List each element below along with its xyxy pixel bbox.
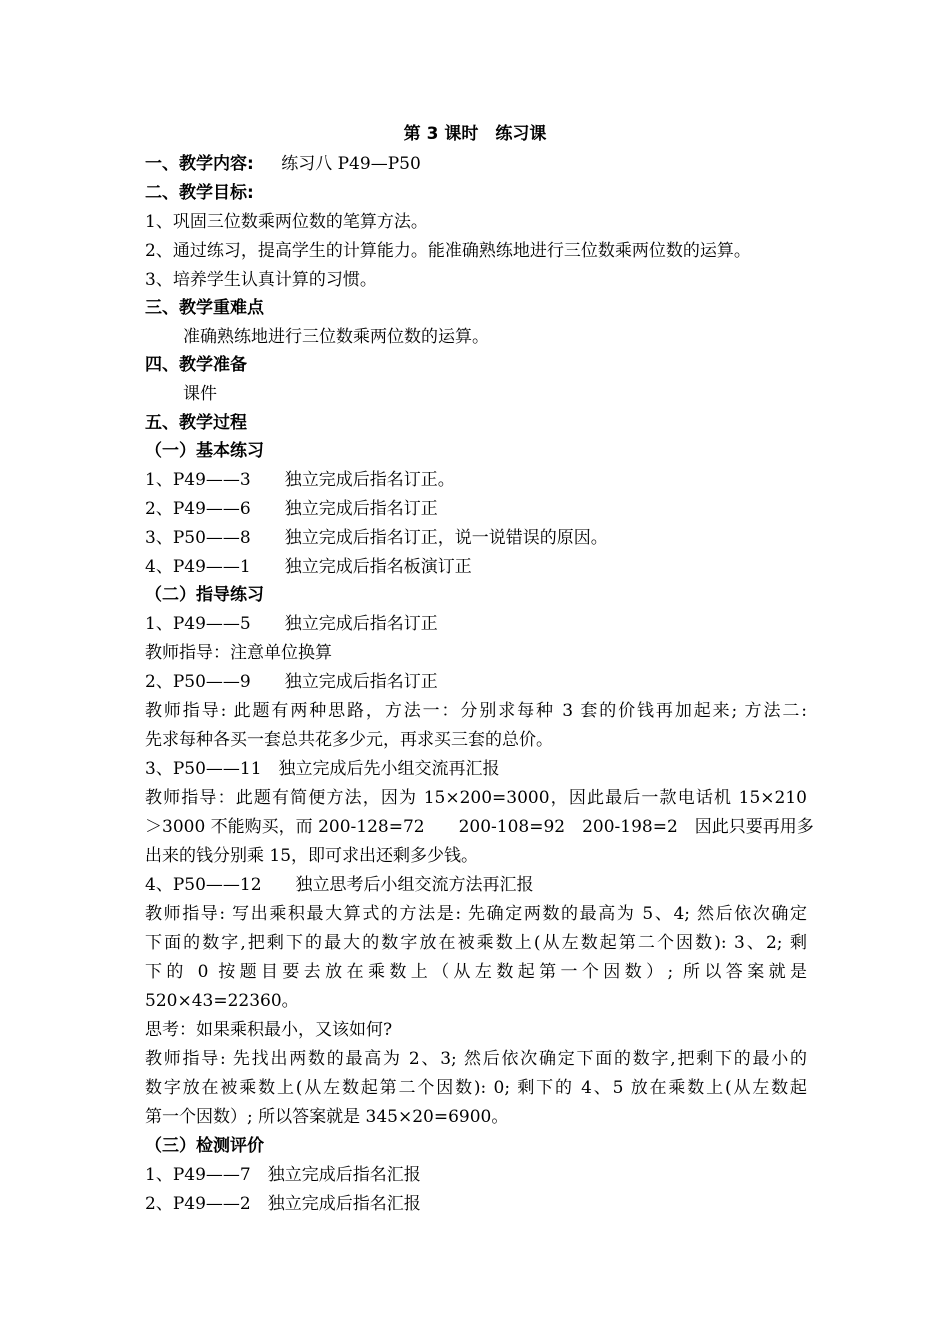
section-content-text: 练习八 P49—P50 [281, 154, 421, 174]
page-title: 第 3 课时 练习课 [403, 124, 547, 144]
part-basic-label: （一）基本练习 [145, 441, 264, 461]
section-prep-text: 课件 [183, 384, 217, 404]
goal-item: 3、培养学生认真计算的习惯。 [145, 270, 377, 290]
section-prep-label: 四、教学准备 [145, 355, 247, 375]
guided-line: 教师指导: 写出乘积最大算式的方法是: 先确定两数的最高为 5、4; 然后依次确定 [145, 904, 807, 924]
assessment-item: 1、P49——7 独立完成后指名汇报 [145, 1165, 421, 1185]
guided-line: 出来的钱分别乘 15，即可求出还剩多少钱。 [145, 846, 479, 866]
guided-line: 520×43=22360。 [145, 991, 299, 1011]
guided-line: ＞3000 不能购买，而 200-128=72 200-108=92 200-198=2 因此只要再用多 [145, 817, 814, 837]
section-goals-label: 二、教学目标: [145, 183, 254, 203]
guided-line: 教师指导：此题有简便方法，因为 15×200=3000，因此最后一款电话机 15×210 [145, 788, 807, 808]
guided-line: 教师指导：注意单位换算 [145, 643, 332, 663]
goal-item: 1、巩固三位数乘两位数的笔算方法。 [145, 212, 428, 232]
section-keypoints-text: 准确熟练地进行三位数乘两位数的运算。 [183, 327, 489, 347]
section-keypoints-label: 三、教学重难点 [145, 298, 264, 318]
basic-item: 4、P49——1 独立完成后指名板演订正 [145, 557, 472, 577]
assessment-item: 2、P49——2 独立完成后指名汇报 [145, 1194, 421, 1214]
goal-item: 2、通过练习，提高学生的计算能力。能准确熟练地进行三位数乘两位数的运算。 [145, 241, 751, 261]
basic-item: 1、P49——3 独立完成后指名订正。 [145, 470, 455, 490]
part-assessment-label: （三）检测评价 [145, 1136, 264, 1156]
section-process-label: 五、教学过程 [145, 413, 247, 433]
guided-line: 4、P50——12 独立思考后小组交流方法再汇报 [145, 875, 534, 895]
section-content-label: 一、教学内容: [145, 154, 254, 174]
basic-item: 3、P50——8 独立完成后指名订正，说一说错误的原因。 [145, 528, 608, 548]
guided-line: 3、P50——11 独立完成后先小组交流再汇报 [145, 759, 500, 779]
guided-line: 下的 0 按题目要去放在乘数上（从左数起第一个因数）; 所以答案就是 [145, 962, 807, 982]
guided-line: 先求每种各买一套总共花多少元，再求买三套的总价。 [145, 730, 553, 750]
part-guided-label: （二）指导练习 [145, 585, 264, 605]
guided-line: 教师指导: 先找出两数的最高为 2、3; 然后依次确定下面的数字,把剩下的最小的 [145, 1049, 807, 1069]
guided-line: 2、P50——9 独立完成后指名订正 [145, 672, 438, 692]
guided-line: 思考：如果乘积最小，又该如何? [145, 1020, 393, 1040]
basic-item: 2、P49——6 独立完成后指名订正 [145, 499, 438, 519]
guided-line: 第一个因数）; 所以答案就是 345×20=6900。 [145, 1107, 509, 1127]
guided-line: 数字放在被乘数上(从左数起第二个因数): 0; 剩下的 4、5 放在乘数上(从左数起 [145, 1078, 807, 1098]
guided-line: 教师指导: 此题有两种思路，方法一：分别求每种 3 套的价钱再加起来; 方法二: [145, 701, 807, 721]
guided-line: 下面的数字,把剩下的最大的数字放在被乘数上(从左数起第二个因数): 3、2; 剩 [145, 933, 807, 953]
section-content [145, 154, 421, 174]
guided-line: 1、P49——5 独立完成后指名订正 [145, 614, 438, 634]
